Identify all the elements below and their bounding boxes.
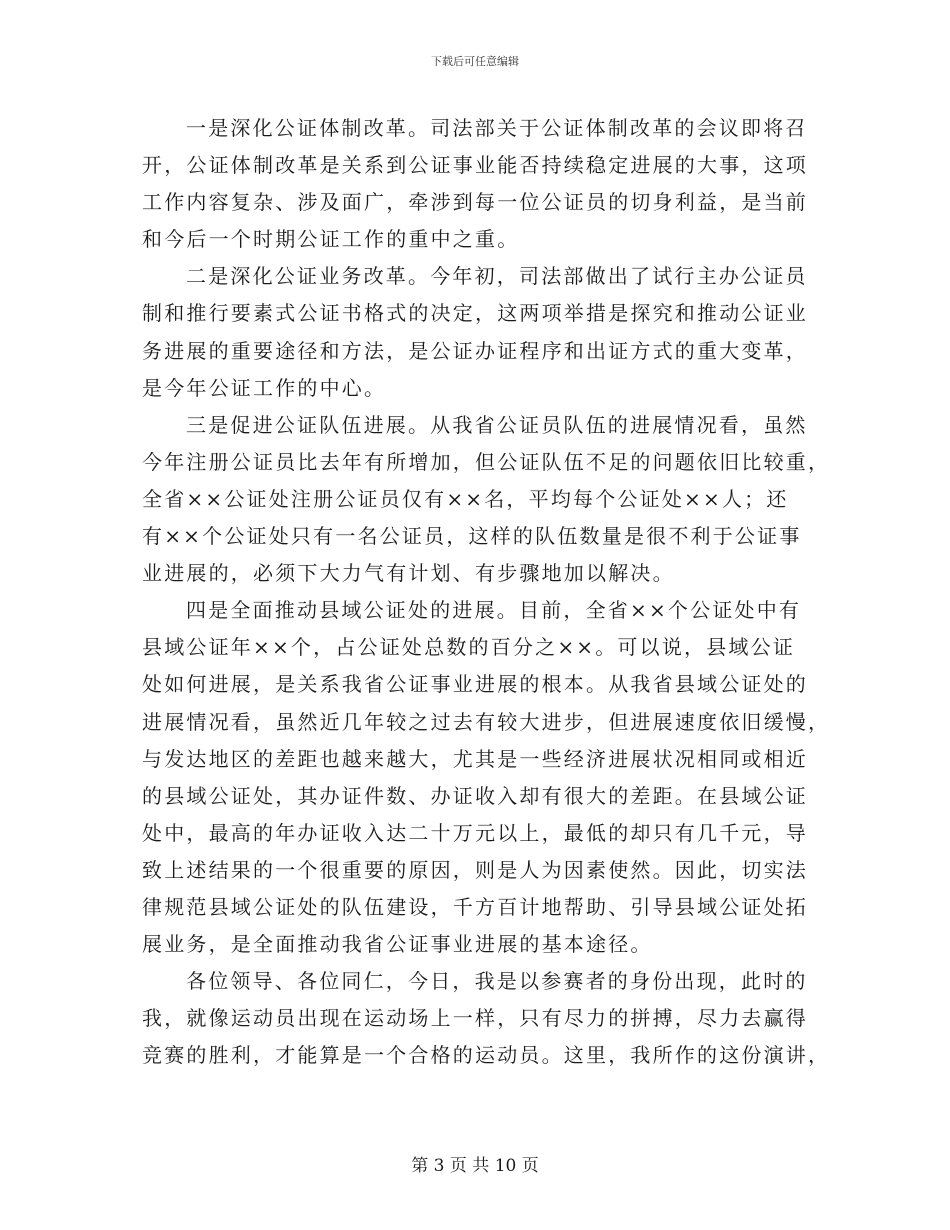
page-header-note: 下载后可任意编辑 xyxy=(431,55,519,68)
text-line: 开，公证体制改革是关系到公证事业能否持续稳定进展的大事，这项 xyxy=(142,153,808,178)
text-line: 与发达地区的差距也越来越大，尤其是一些经济进展状况相同或相近 xyxy=(142,746,808,771)
document-body xyxy=(142,110,842,1074)
text-line: 有××个公证处只有一名公证员，这样的队伍数量是很不利于公证事 xyxy=(142,524,802,549)
text-line: 律规范县域公证处的队伍建设，千方百计地帮助、引导县域公证处拓 xyxy=(142,894,808,919)
text-line: 处如何进展，是关系我省公证事业进展的根本。从我省县域公证处的 xyxy=(142,672,808,697)
text-line: 的县域公证处，其办证件数、办证收入却有很大的差距。在县域公证 xyxy=(142,783,808,808)
text-line: 和今后一个时期公证工作的重中之重。 xyxy=(142,227,520,252)
text-line: 务进展的重要途径和方法，是公证办证程序和出证方式的重大变革， xyxy=(142,338,808,363)
text-line: 二是深化公证业务改革。今年初，司法部做出了试行主办公证员 xyxy=(186,264,808,289)
text-line: 今年注册公证员比去年有所增加，但公证队伍不足的问题依旧比较重， xyxy=(142,449,831,474)
text-line: 致上述结果的一个很重要的原因，则是人为因素使然。因此，切实法 xyxy=(142,857,808,882)
text-line: 我，就像运动员出现在运动场上一样，只有尽力的拼搏，尽力去赢得 xyxy=(142,1006,808,1031)
text-line: 各位领导、各位同仁，今日，我是以参赛者的身份出现，此时的 xyxy=(186,969,808,994)
page-number-footer: 第 3 页 共 10 页 xyxy=(411,1156,539,1176)
text-line: 一是深化公证体制改革。司法部关于公证体制改革的会议即将召 xyxy=(186,116,808,140)
paragraph xyxy=(142,963,842,1074)
text-line: 工作内容复杂、涉及面广，牵涉到每一位公证员的切身利益，是当前 xyxy=(142,190,808,215)
paragraph xyxy=(142,258,842,406)
text-line: 全省××公证处注册公证员仅有××名，平均每个公证处××人；还 xyxy=(142,486,789,511)
text-line: 是今年公证工作的中心。 xyxy=(142,375,387,400)
text-line: 处中，最高的年办证收入达二十万元以上，最低的却只有几千元，导 xyxy=(142,820,808,845)
text-line: 三是促进公证队伍进展。从我省公证员队伍的进展情况看，虽然 xyxy=(186,412,808,437)
text-line: 制和推行要素式公证书格式的决定，这两项举措是探究和推动公证业 xyxy=(142,301,808,326)
text-line: 四是全面推动县域公证处的进展。目前，全省××个公证处中有 xyxy=(186,598,802,623)
text-line: 进展情况看，虽然近几年较之过去有较大进步，但进展速度依旧缓慢， xyxy=(142,709,831,734)
text-line: 竞赛的胜利，才能算是一个合格的运动员。这里，我所作的这份演讲， xyxy=(142,1043,831,1068)
paragraph xyxy=(142,407,842,592)
text-line: 业进展的，必须下大力气有计划、有步骤地加以解决。 xyxy=(142,561,675,586)
text-line: 展业务，是全面推动我省公证事业进展的基本途径。 xyxy=(142,932,653,957)
paragraph xyxy=(142,110,842,258)
text-line: 县域公证年××个，占公证处总数的百分之××。可以说，县域公证 xyxy=(142,635,796,660)
paragraph xyxy=(142,592,842,963)
